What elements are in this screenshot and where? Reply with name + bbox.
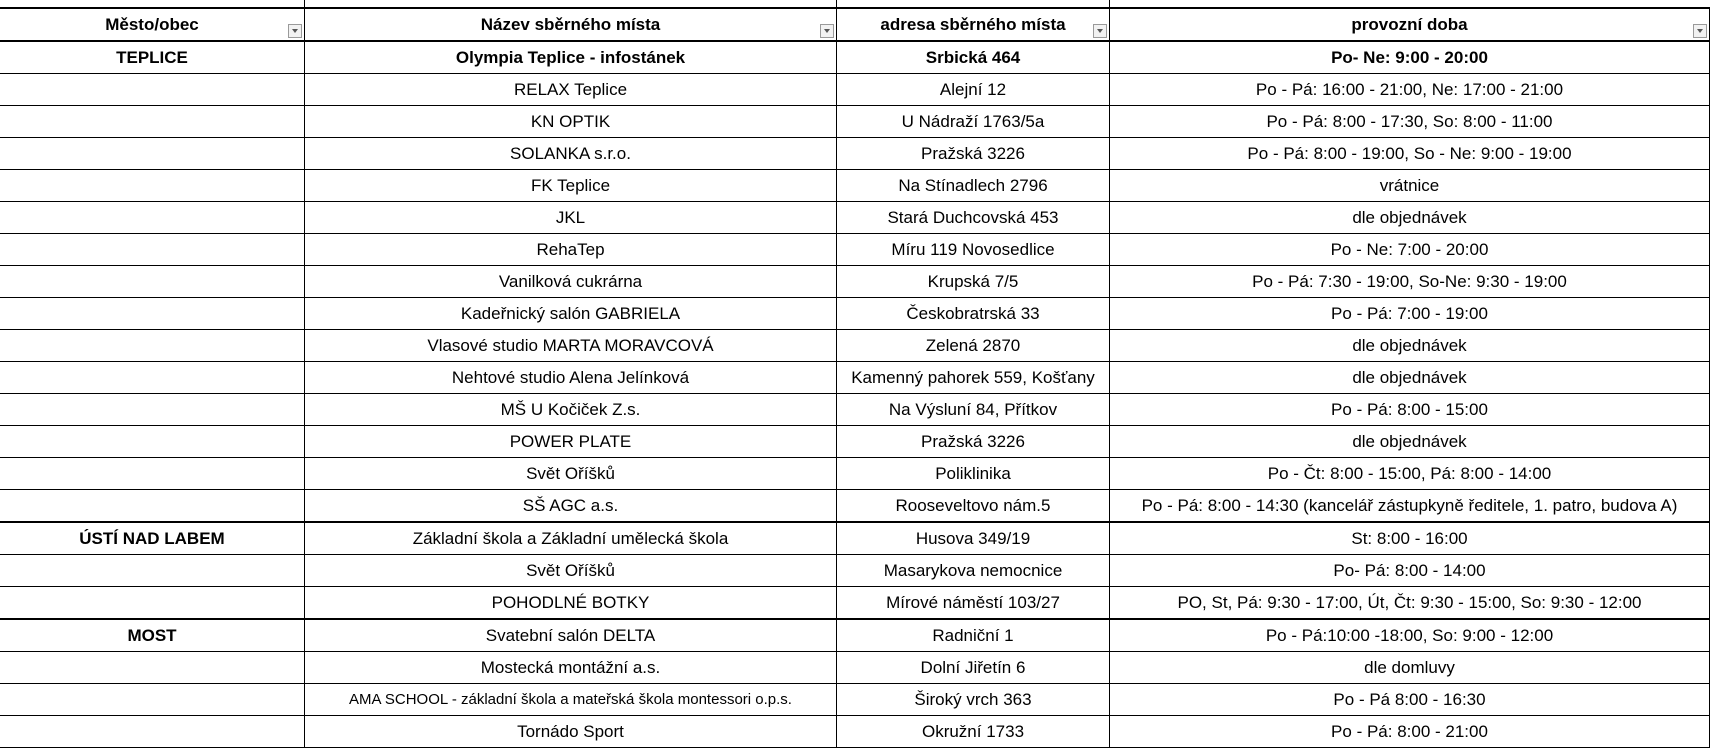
table-row bbox=[0, 138, 1710, 170]
cell-name[interactable]: RELAX Teplice bbox=[305, 74, 837, 106]
cell-address[interactable]: Poliklinika bbox=[837, 458, 1110, 490]
table-row bbox=[0, 170, 1710, 202]
table-row bbox=[0, 41, 1710, 74]
cell-hours[interactable]: Po - Pá 8:00 - 16:30 bbox=[1110, 684, 1710, 716]
cell-name[interactable]: Vlasové studio MARTA MORAVCOVÁ bbox=[305, 330, 837, 362]
cell-address[interactable]: Mírové náměstí 103/27 bbox=[837, 587, 1110, 620]
top-gridline-strip bbox=[0, 0, 1711, 7]
collection-points-table bbox=[0, 7, 1710, 748]
cell-address[interactable]: Radniční 1 bbox=[837, 619, 1110, 652]
cell-hours[interactable]: Po - Pá: 8:00 - 14:30 (kancelář zástupkyně ředitele, 1. patro, budova A) bbox=[1110, 490, 1710, 523]
cell-city[interactable] bbox=[0, 652, 305, 684]
header-address: adresa sběrného místa bbox=[837, 8, 1110, 41]
cell-address[interactable]: Srbická 464 bbox=[837, 41, 1110, 74]
filter-dropdown-icon[interactable] bbox=[820, 24, 834, 38]
cell-hours[interactable]: Po - Pá: 8:00 - 19:00, So - Ne: 9:00 - 19:00 bbox=[1110, 138, 1710, 170]
cell-name[interactable]: KN OPTIK bbox=[305, 106, 837, 138]
cell-name[interactable]: SŠ AGC a.s. bbox=[305, 490, 837, 523]
cell-city[interactable] bbox=[0, 138, 305, 170]
table-row bbox=[0, 394, 1710, 426]
cell-hours[interactable]: dle domluvy bbox=[1110, 652, 1710, 684]
cell-hours[interactable]: St: 8:00 - 16:00 bbox=[1110, 522, 1710, 555]
table-row bbox=[0, 555, 1710, 587]
cell-city[interactable] bbox=[0, 234, 305, 266]
table-body bbox=[0, 41, 1710, 748]
cell-address[interactable]: Široký vrch 363 bbox=[837, 684, 1110, 716]
cell-city[interactable]: ÚSTÍ NAD LABEM bbox=[0, 522, 305, 555]
cell-hours[interactable]: Po - Pá:10:00 -18:00, So: 9:00 - 12:00 bbox=[1110, 619, 1710, 652]
cell-name[interactable]: FK Teplice bbox=[305, 170, 837, 202]
cell-hours[interactable]: dle objednávek bbox=[1110, 426, 1710, 458]
cell-address[interactable]: Pražská 3226 bbox=[837, 426, 1110, 458]
cell-address[interactable]: U Nádraží 1763/5a bbox=[837, 106, 1110, 138]
table-row bbox=[0, 234, 1710, 266]
table-row bbox=[0, 458, 1710, 490]
cell-city[interactable] bbox=[0, 74, 305, 106]
cell-name[interactable]: Kadeřnický salón GABRIELA bbox=[305, 298, 837, 330]
table-row bbox=[0, 202, 1710, 234]
filter-dropdown-icon[interactable] bbox=[1693, 24, 1707, 38]
cell-hours[interactable]: Po- Pá: 8:00 - 14:00 bbox=[1110, 555, 1710, 587]
cell-address[interactable]: Na Výsluní 84, Přítkov bbox=[837, 394, 1110, 426]
cell-name[interactable]: Svět Oříšků bbox=[305, 458, 837, 490]
cell-city[interactable] bbox=[0, 490, 305, 523]
cell-city[interactable] bbox=[0, 362, 305, 394]
cell-address[interactable]: Krupská 7/5 bbox=[837, 266, 1110, 298]
cell-hours[interactable]: Po - Pá: 8:00 - 15:00 bbox=[1110, 394, 1710, 426]
cell-hours[interactable]: Po- Ne: 9:00 - 20:00 bbox=[1110, 41, 1710, 74]
cell-city[interactable] bbox=[0, 394, 305, 426]
header-hours: provozní doba bbox=[1110, 8, 1710, 41]
cell-address[interactable]: Pražská 3226 bbox=[837, 138, 1110, 170]
cell-address[interactable]: Okružní 1733 bbox=[837, 716, 1110, 748]
cell-address[interactable]: Na Stínadlech 2796 bbox=[837, 170, 1110, 202]
cell-address[interactable]: Českobratrská 33 bbox=[837, 298, 1110, 330]
table-row bbox=[0, 652, 1710, 684]
table-row bbox=[0, 106, 1710, 138]
table-row bbox=[0, 522, 1710, 555]
cell-city[interactable]: MOST bbox=[0, 619, 305, 652]
cell-city[interactable] bbox=[0, 684, 305, 716]
header-name: Název sběrného místa bbox=[305, 8, 837, 41]
table-row bbox=[0, 298, 1710, 330]
cell-address[interactable]: Husova 349/19 bbox=[837, 522, 1110, 555]
cell-name[interactable]: SOLANKA s.r.o. bbox=[305, 138, 837, 170]
cell-address[interactable]: Míru 119 Novosedlice bbox=[837, 234, 1110, 266]
table-row bbox=[0, 587, 1710, 620]
cell-name[interactable]: Mostecká montážní a.s. bbox=[305, 652, 837, 684]
cell-name[interactable]: Vanilková cukrárna bbox=[305, 266, 837, 298]
cell-hours[interactable]: Po - Pá: 8:00 - 21:00 bbox=[1110, 716, 1710, 748]
cell-address[interactable]: Zelená 2870 bbox=[837, 330, 1110, 362]
cell-name[interactable]: POWER PLATE bbox=[305, 426, 837, 458]
cell-address[interactable]: Dolní Jiřetín 6 bbox=[837, 652, 1110, 684]
header-row bbox=[0, 8, 1710, 41]
cell-hours[interactable]: Po - Pá: 7:30 - 19:00, So-Ne: 9:30 - 19:00 bbox=[1110, 266, 1710, 298]
cell-name[interactable]: Svět Oříšků bbox=[305, 555, 837, 587]
cell-city[interactable]: TEPLICE bbox=[0, 41, 305, 74]
table-row bbox=[0, 362, 1710, 394]
cell-city[interactable] bbox=[0, 298, 305, 330]
cell-city[interactable] bbox=[0, 106, 305, 138]
cell-address[interactable]: Alejní 12 bbox=[837, 74, 1110, 106]
cell-city[interactable] bbox=[0, 458, 305, 490]
filter-dropdown-icon[interactable] bbox=[288, 24, 302, 38]
table-row bbox=[0, 330, 1710, 362]
cell-name[interactable]: MŠ U Kočiček Z.s. bbox=[305, 394, 837, 426]
cell-hours[interactable]: Po - Pá: 8:00 - 17:30, So: 8:00 - 11:00 bbox=[1110, 106, 1710, 138]
cell-address[interactable]: Rooseveltovo nám.5 bbox=[837, 490, 1110, 523]
table-row bbox=[0, 74, 1710, 106]
table-row bbox=[0, 426, 1710, 458]
cell-name[interactable]: Svatební salón DELTA bbox=[305, 619, 837, 652]
cell-city[interactable] bbox=[0, 587, 305, 620]
cell-city[interactable] bbox=[0, 202, 305, 234]
cell-city[interactable] bbox=[0, 330, 305, 362]
cell-hours[interactable]: Po - Čt: 8:00 - 15:00, Pá: 8:00 - 14:00 bbox=[1110, 458, 1710, 490]
cell-name[interactable]: Olympia Teplice - infostánek bbox=[305, 41, 837, 74]
cell-address[interactable]: Kamenný pahorek 559, Košťany bbox=[837, 362, 1110, 394]
cell-name[interactable]: POHODLNÉ BOTKY bbox=[305, 587, 837, 620]
table-row bbox=[0, 619, 1710, 652]
cell-address[interactable]: Masarykova nemocnice bbox=[837, 555, 1110, 587]
cell-name[interactable]: RehaTep bbox=[305, 234, 837, 266]
cell-hours[interactable]: Po - Ne: 7:00 - 20:00 bbox=[1110, 234, 1710, 266]
cell-name[interactable]: AMA SCHOOL - základní škola a mateřská škola montessori o.p.s. bbox=[305, 684, 837, 716]
cell-hours[interactable]: vrátnice bbox=[1110, 170, 1710, 202]
cell-hours[interactable]: PO, St, Pá: 9:30 - 17:00, Út, Čt: 9:30 - 15:00, So: 9:30 - 12:00 bbox=[1110, 587, 1710, 620]
cell-hours[interactable]: dle objednávek bbox=[1110, 202, 1710, 234]
cell-address[interactable]: Stará Duchcovská 453 bbox=[837, 202, 1110, 234]
cell-hours[interactable]: Po - Pá: 16:00 - 21:00, Ne: 17:00 - 21:00 bbox=[1110, 74, 1710, 106]
cell-city[interactable] bbox=[0, 555, 305, 587]
cell-name[interactable]: Nehtové studio Alena Jelínková bbox=[305, 362, 837, 394]
cell-city[interactable] bbox=[0, 266, 305, 298]
header-city: Město/obec bbox=[0, 8, 305, 41]
cell-hours[interactable]: dle objednávek bbox=[1110, 330, 1710, 362]
cell-name[interactable]: JKL bbox=[305, 202, 837, 234]
cell-hours[interactable]: dle objednávek bbox=[1110, 362, 1710, 394]
cell-name[interactable]: Základní škola a Základní umělecká škola bbox=[305, 522, 837, 555]
filter-dropdown-icon[interactable] bbox=[1093, 24, 1107, 38]
cell-city[interactable] bbox=[0, 170, 305, 202]
table-row bbox=[0, 490, 1710, 523]
cell-hours[interactable]: Po - Pá: 7:00 - 19:00 bbox=[1110, 298, 1710, 330]
table-row bbox=[0, 684, 1710, 716]
cell-city[interactable] bbox=[0, 426, 305, 458]
table-row bbox=[0, 266, 1710, 298]
cell-name[interactable]: Tornádo Sport bbox=[305, 716, 837, 748]
